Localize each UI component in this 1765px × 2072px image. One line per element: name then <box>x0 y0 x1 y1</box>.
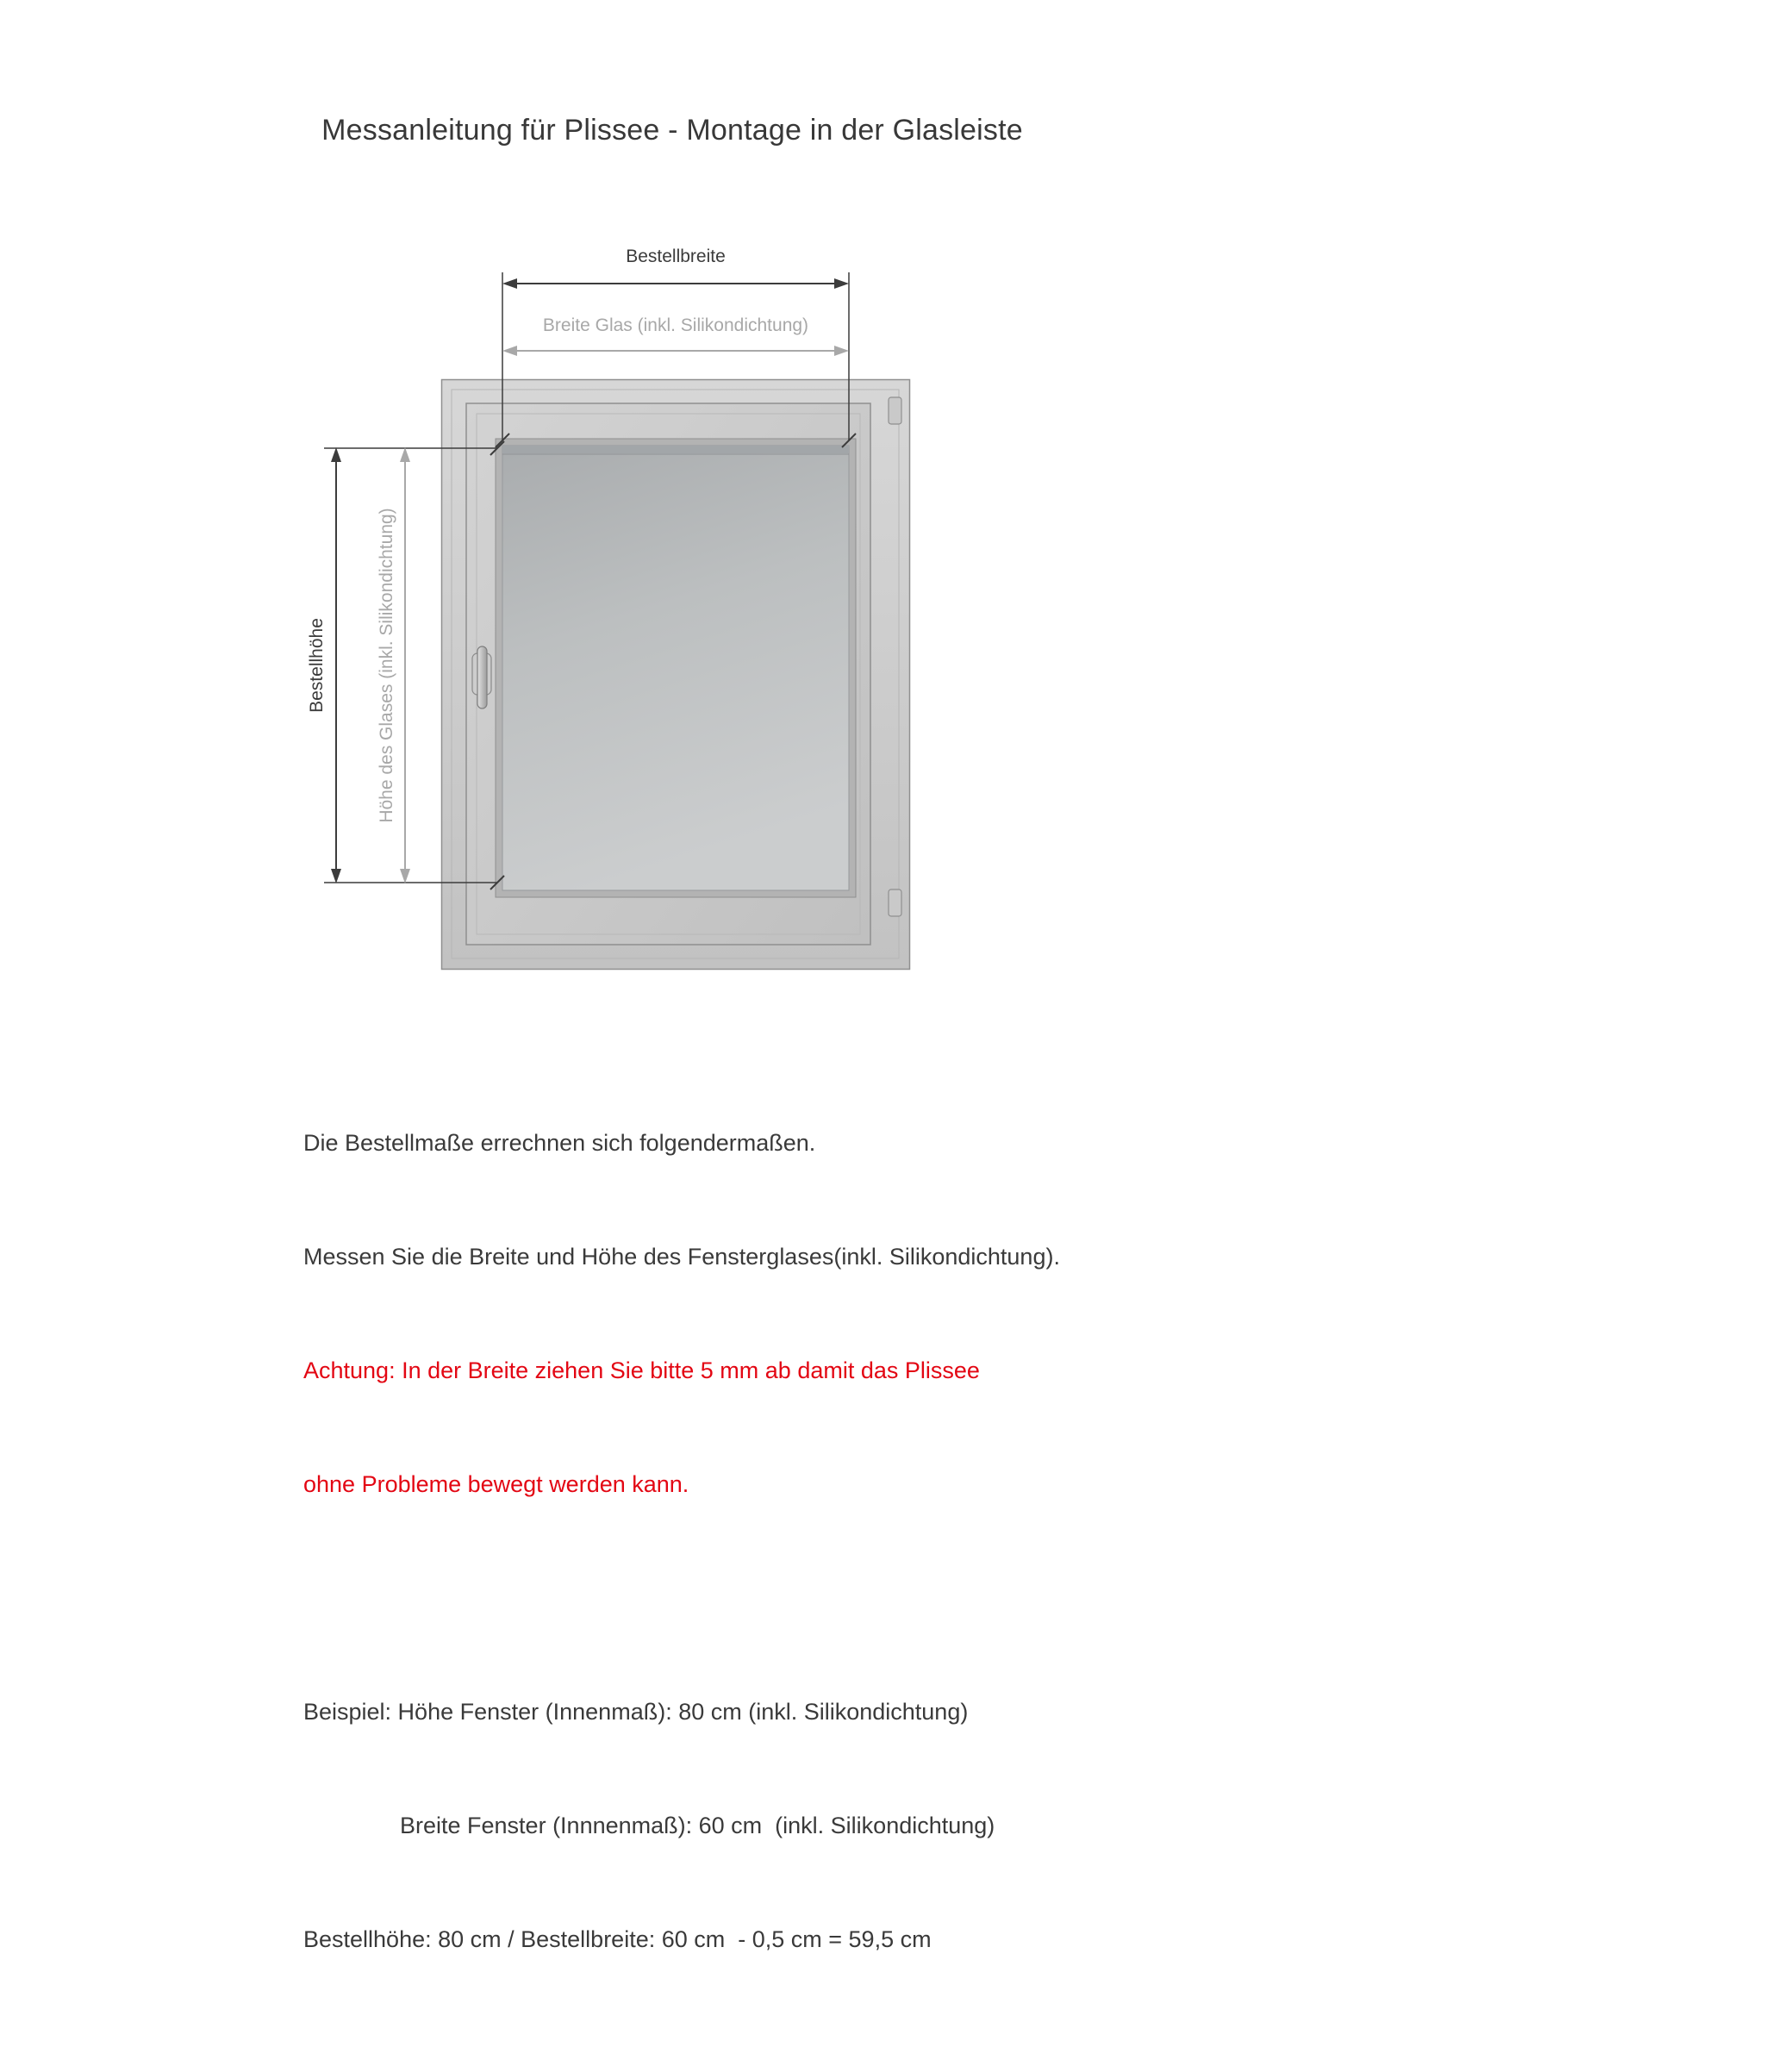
instruction-line-1: Die Bestellmaße errechnen sich folgendermaßen. <box>303 1130 816 1156</box>
instructions-block <box>303 1048 1510 2072</box>
example-line-1: Beispiel: Höhe Fenster (Innenmaß): 80 cm (inkl. Silikondichtung) <box>303 1699 969 1725</box>
instruction-line-2: Messen Sie die Breite und Höhe des Fensterglases(inkl. Silikondichtung). <box>303 1244 1060 1270</box>
example-line-2: Breite Fenster (Innnenmaß): 60 cm (inkl. Silikondichtung) <box>400 1813 995 1838</box>
glass-top-edge <box>502 446 849 453</box>
order-height-label: Bestellhöhe <box>307 618 327 713</box>
order-height-arrow <box>331 447 341 883</box>
example-line-3: Bestellhöhe: 80 cm / Bestellbreite: 60 cm - 0,5 cm = 59,5 cm <box>303 1926 932 1952</box>
page-title: Messanleitung für Plissee - Montage in der Glasleiste <box>321 114 1023 147</box>
glass-width-label: Breite Glas (inkl. Silikondichtung) <box>542 315 809 335</box>
order-width-label: Bestellbreite <box>626 247 726 266</box>
window-glass <box>502 446 849 890</box>
glass-height-arrow <box>400 447 410 883</box>
glass-height-label: Höhe des Glases (inkl. Silikondichtung) <box>377 508 396 823</box>
window-hinge-bottom <box>889 889 901 916</box>
window-hinge-top <box>889 397 901 424</box>
window-handle <box>477 646 487 708</box>
glass-width-arrow <box>502 346 849 356</box>
example-block <box>303 1617 1510 2034</box>
warning-line-1: Achtung: In der Breite ziehen Sie bitte 5 mm ab damit das Plissee <box>303 1357 980 1383</box>
warning-line-2: ohne Probleme bewegt werden kann. <box>303 1471 689 1497</box>
window-illustration <box>442 380 910 970</box>
order-width-arrow <box>502 278 849 289</box>
